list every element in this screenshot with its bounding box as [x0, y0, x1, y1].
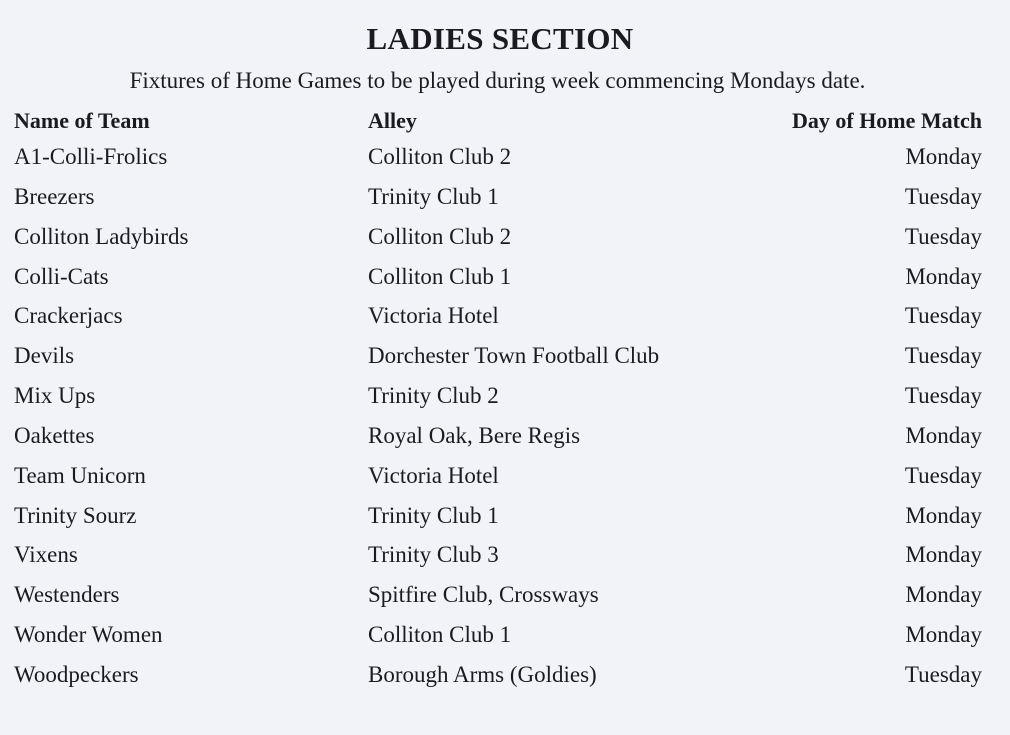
alley-name: Victoria Hotel: [368, 462, 499, 488]
team-name: Team Unicorn: [14, 462, 146, 488]
alley-name: Dorchester Town Football Club: [368, 343, 660, 369]
team-name: Trinity Sourz: [14, 502, 137, 528]
alley-name: Victoria Hotel: [368, 303, 499, 329]
team-name: Wonder Women: [14, 622, 163, 648]
team-name: Devils: [14, 343, 75, 369]
team-name: Colli-Cats: [14, 263, 109, 289]
team-name: Woodpeckers: [14, 661, 139, 687]
table-row: [14, 341, 982, 381]
alley-name: Trinity Club 1: [368, 502, 499, 528]
alley-name: Trinity Club 2: [368, 383, 499, 409]
table-row: [14, 540, 982, 580]
match-day: Monday: [905, 622, 982, 648]
table-row: [14, 501, 982, 541]
team-name: Mix Ups: [14, 383, 96, 409]
team-name: Westenders: [14, 582, 120, 608]
match-day: Monday: [905, 422, 982, 448]
table-row: [14, 182, 982, 222]
table-row: [14, 660, 982, 700]
header-day: Day of Home Match: [791, 108, 982, 133]
alley-name: Colliton Club 2: [368, 223, 512, 249]
header-team: Name of Team: [14, 108, 150, 133]
alley-name: Colliton Club 1: [368, 622, 512, 648]
team-name: Vixens: [14, 542, 78, 568]
header-alley: Alley: [368, 108, 417, 133]
table-header-row: [14, 106, 982, 142]
section-title: LADIES SECTION: [366, 21, 634, 56]
match-day: Tuesday: [904, 223, 982, 249]
match-day: Monday: [905, 263, 982, 289]
table-row: [14, 421, 982, 461]
match-day: Monday: [905, 542, 982, 568]
match-day: Monday: [905, 144, 982, 169]
team-name: Crackerjacs: [14, 303, 123, 329]
team-name: Oakettes: [14, 422, 95, 448]
alley-name: Royal Oak, Bere Regis: [368, 422, 581, 448]
alley-name: Colliton Club 2: [368, 144, 512, 169]
team-name: A1-Colli-Frolics: [14, 144, 168, 169]
match-day: Tuesday: [904, 383, 982, 409]
match-day: Tuesday: [904, 303, 982, 329]
alley-name: Trinity Club 1: [368, 183, 499, 209]
table-row: [14, 461, 982, 501]
match-day: Tuesday: [904, 661, 982, 687]
table-row: [14, 580, 982, 620]
table-row: [14, 301, 982, 341]
match-day: Monday: [905, 502, 982, 528]
alley-name: Borough Arms (Goldies): [368, 661, 597, 687]
match-day: Tuesday: [904, 343, 982, 369]
match-day: Monday: [905, 582, 982, 608]
alley-name: Spitfire Club, Crossways: [368, 582, 599, 608]
table-row: [14, 381, 982, 421]
table-row: [14, 142, 982, 182]
match-day: Tuesday: [904, 183, 982, 209]
team-name: Breezers: [14, 183, 95, 209]
table-row: [14, 262, 982, 302]
match-day: Tuesday: [904, 462, 982, 488]
alley-name: Trinity Club 3: [368, 542, 499, 568]
alley-name: Colliton Club 1: [368, 263, 512, 289]
team-name: Colliton Ladybirds: [14, 223, 189, 249]
table-row: [14, 620, 982, 660]
section-subtitle: Fixtures of Home Games to be played during week commencing Mondays date.: [129, 68, 866, 93]
table-row: [14, 222, 982, 262]
fixtures-table: [14, 106, 982, 700]
